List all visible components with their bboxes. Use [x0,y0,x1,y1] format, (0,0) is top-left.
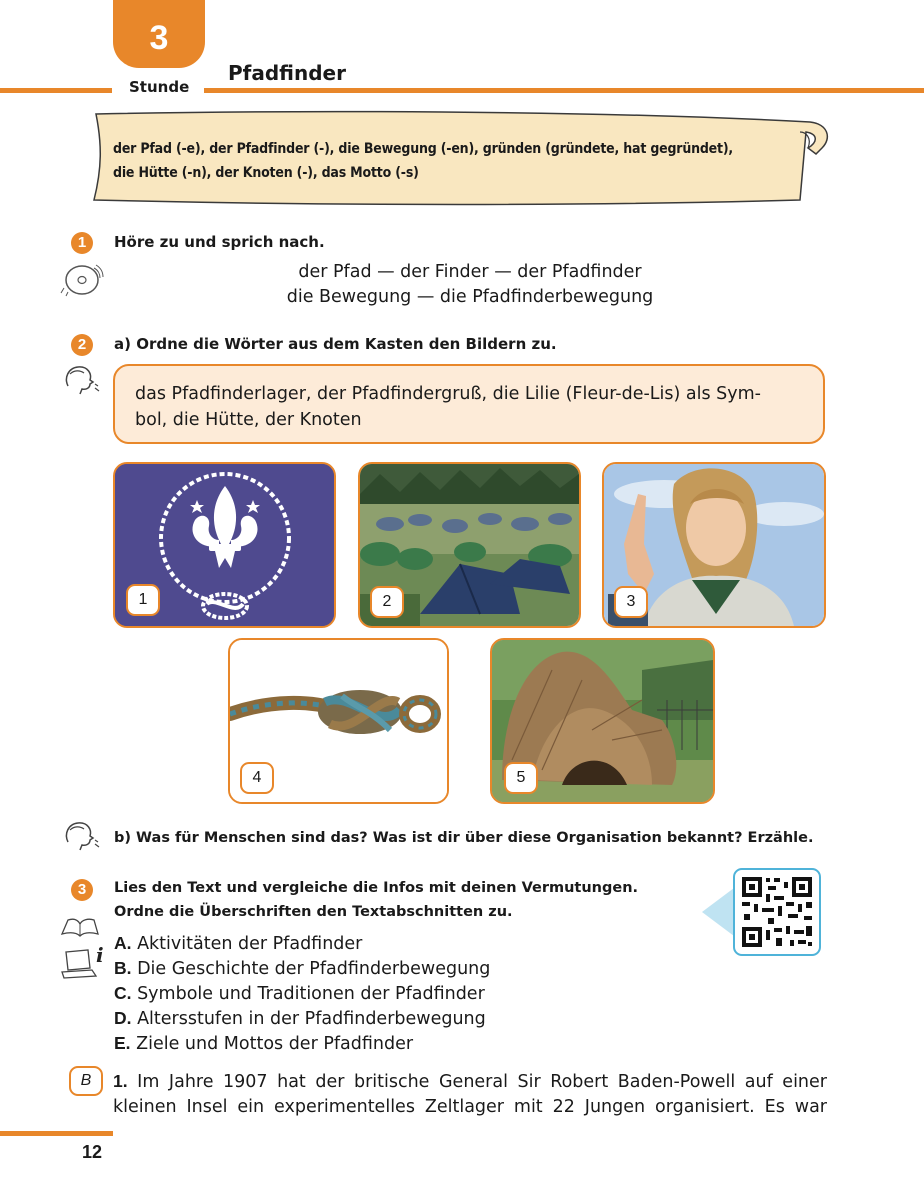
heading-item-b: B. Die Geschichte der Pfadfinderbewegung [114,958,491,979]
picture-label-4: 4 [240,762,274,794]
heading-item-d: D. Altersstufen in der Pfadfinderbewegung [114,1008,486,1029]
footer-rule [0,1131,113,1136]
heading-item-c: C. Symbole und Traditionen der Pfadfinder [114,983,485,1004]
task3-instruction-line-2: Ordne die Überschriften den Textabschnitten zu. [114,904,513,920]
heading-item-e: E. Ziele und Mottos der Pfadfinder [114,1033,414,1054]
heading-list [114,931,490,1056]
task3-instruction-line-1: Lies den Text und vergleiche die Infos mit deinen Vermutungen. [114,880,639,896]
task2b-instruction: b) Was für Menschen sind das? Was ist dir über diese Organisation bekannt? Erzähle. [114,830,814,846]
info-letter: i [96,944,104,967]
picture-label-1: 1 [126,584,160,616]
laptop-info-icon [60,944,106,980]
cd-audio-icon[interactable] [60,262,106,298]
task-number-2: 2 [71,334,93,356]
picture-label-3: 3 [614,586,648,618]
paragraph-1 [113,1069,827,1120]
lesson-number-badge: 3 [113,0,205,68]
lesson-label: Stunde [129,78,190,96]
header-rule-right [204,88,924,93]
picture-label-2: 2 [370,586,404,618]
word-box-line-1: das Pfadfinderlager, der Pfadfindergruß, die Lilie (Fleur-de-Lis) als Sym- [135,384,761,404]
word-box [113,364,825,444]
word-box-line-2: bol, die Hütte, der Knoten [135,410,362,430]
text-level-badge: B [69,1066,103,1096]
speaking-head-icon [62,364,102,396]
qr-code[interactable] [698,868,828,958]
vocabulary-line-2: die Hütte (-n), der Knoten (-), das Motto (-s) [113,165,419,181]
task1-line-2: die Bewegung — die Pfadfinderbewegung [286,287,654,307]
header-rule-left [0,88,112,93]
task-number-3: 3 [71,879,93,901]
page-number: 12 [82,1142,103,1162]
picture-label-5: 5 [504,762,538,794]
task1-instruction: Höre zu und sprich nach. [114,233,325,251]
task2a-instruction: a) Ordne die Wörter aus dem Kasten den Bildern zu. [114,335,557,353]
paragraph-line-2: kleinen Insel ein experimentelles Zeltlager mit 22 Jungen organisiert. Es war [113,1097,827,1117]
vocabulary-line-1: der Pfad (-e), der Pfadfinder (-), die Bewegung (-en), gründen (gründete, hat gegründet), [113,141,733,157]
page-title: Pfadfinder [228,61,346,85]
task1-line-1: der Pfad — der Finder — der Pfadfinder [298,262,642,282]
paragraph-line-1: Im Jahre 1907 hat der britische General Sir Robert Baden-Powell auf einer [137,1072,827,1092]
vocabulary-scroll [88,108,833,208]
open-book-icon [60,914,100,938]
task-number-1: 1 [71,232,93,254]
speaking-head-icon-b [62,820,102,852]
heading-item-a: A. Aktivitäten der Pfadfinder [114,933,363,954]
paragraph-number: 1. [113,1071,128,1091]
